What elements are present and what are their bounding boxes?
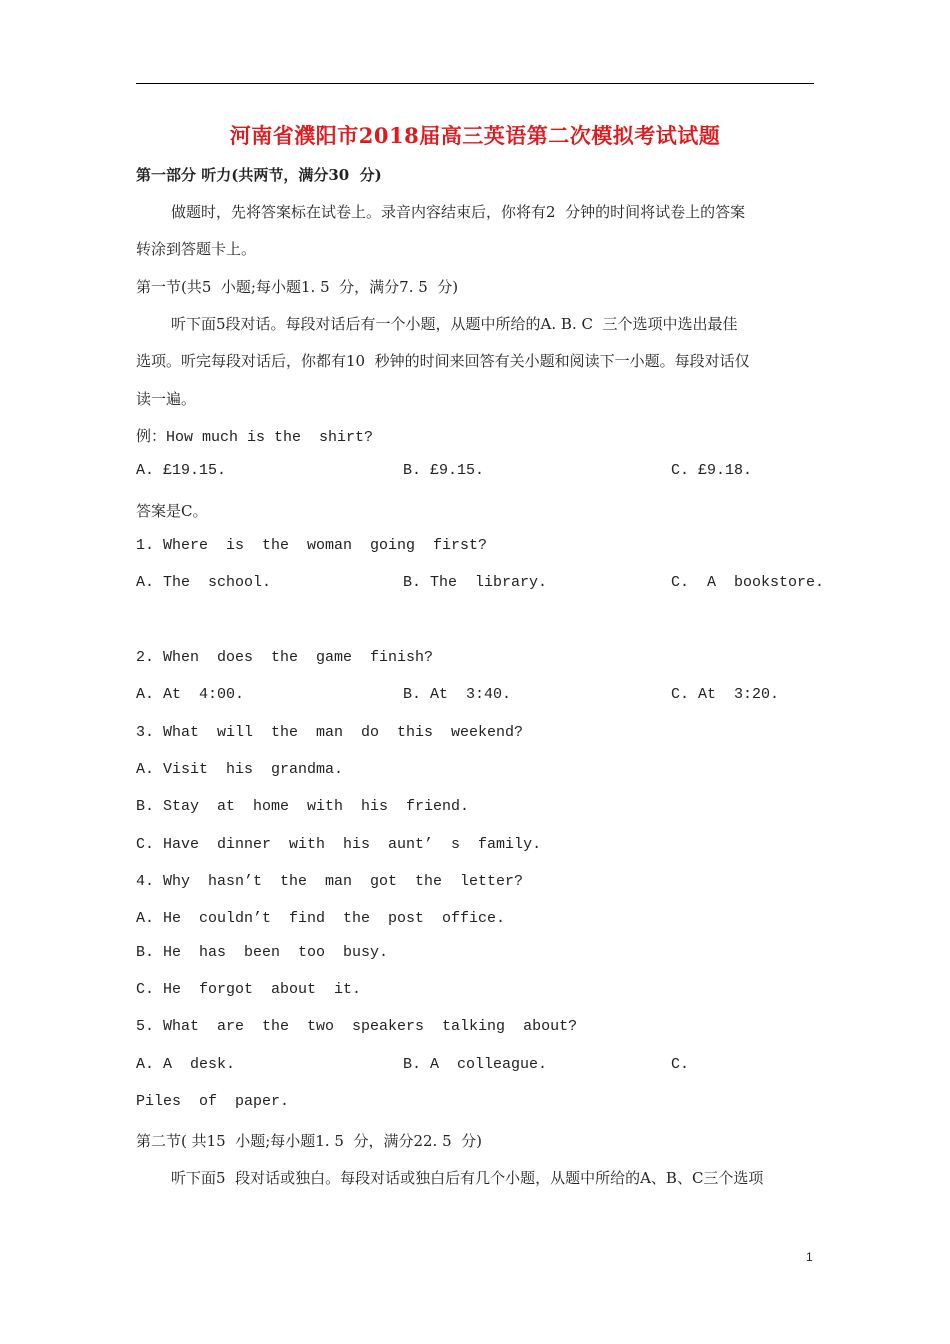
- q2-option-a: A. At 4:00.: [136, 686, 245, 703]
- q2-option-b: B. At 3:40.: [403, 686, 512, 703]
- intro-line-1: 做题时，先将答案标在试卷上。录音内容结束后，你将有2 分钟的时间将试卷上的答案: [171, 203, 746, 221]
- example-question: 例：How much is the shirt?: [136, 429, 374, 446]
- q5-option-b: B. A colleague.: [403, 1056, 548, 1073]
- example-answer: 答案是C。: [136, 502, 208, 520]
- q1-option-b: B. The library.: [403, 574, 548, 591]
- page-title: 河南省濮阳市2018届高三英语第二次模拟考试试题: [229, 123, 721, 148]
- q2-option-c: C. At 3:20.: [671, 686, 780, 703]
- example-option-b: B. £9.15.: [403, 462, 485, 479]
- example-option-c: C. £9.18.: [671, 462, 753, 479]
- q5-question: 5. What are the two speakers talking about?: [136, 1018, 578, 1035]
- q1-option-c: C. A bookstore.: [671, 574, 825, 591]
- part1-heading: 第一部分 听力(共两节，满分30 分): [136, 166, 382, 184]
- q4-question: 4. Why hasn’t the man got the letter?: [136, 873, 524, 890]
- q3-option-b: B. Stay at home with his friend.: [136, 798, 470, 815]
- section1-line-3: 读一遍。: [136, 390, 197, 408]
- section1-heading: 第一节(共5 小题;每小题1. 5 分，满分7. 5 分): [136, 278, 459, 296]
- page-number: 1: [806, 1250, 813, 1264]
- intro-line-2: 转涂到答题卡上。: [136, 240, 257, 258]
- q5-option-a: A. A desk.: [136, 1056, 236, 1073]
- q4-option-b: B. He has been too busy.: [136, 944, 389, 961]
- q3-question: 3. What will the man do this weekend?: [136, 724, 524, 741]
- q2-question: 2. When does the game finish?: [136, 649, 434, 666]
- q3-option-a: A. Visit his grandma.: [136, 761, 344, 778]
- q5-option-c: C.: [671, 1056, 690, 1073]
- q4-option-a: A. He couldn’t find the post office.: [136, 910, 506, 927]
- q5-option-c-continued: Piles of paper.: [136, 1093, 290, 1110]
- section2-heading: 第二节( 共15 小题;每小题1. 5 分，满分22. 5 分): [136, 1132, 483, 1150]
- q3-option-c: C. Have dinner with his aunt’ s family.: [136, 836, 542, 853]
- q1-question: 1. Where is the woman going first?: [136, 537, 488, 554]
- example-option-a: A. £19.15.: [136, 462, 227, 479]
- q1-option-a: A. The school.: [136, 574, 272, 591]
- section2-line-1: 听下面5 段对话或独白。每段对话或独白后有几个小题，从题中所给的A、B、C三个选项: [171, 1169, 764, 1187]
- q4-option-c: C. He forgot about it.: [136, 981, 362, 998]
- header-rule: [136, 83, 814, 84]
- section1-line-2: 选项。听完每段对话后，你都有10 秒钟的时间来回答有关小题和阅读下一小题。每段对话仅: [136, 352, 750, 370]
- section1-line-1: 听下面5段对话。每段对话后有一个小题，从题中所给的A. B. C 三个选项中选出最佳: [171, 315, 738, 333]
